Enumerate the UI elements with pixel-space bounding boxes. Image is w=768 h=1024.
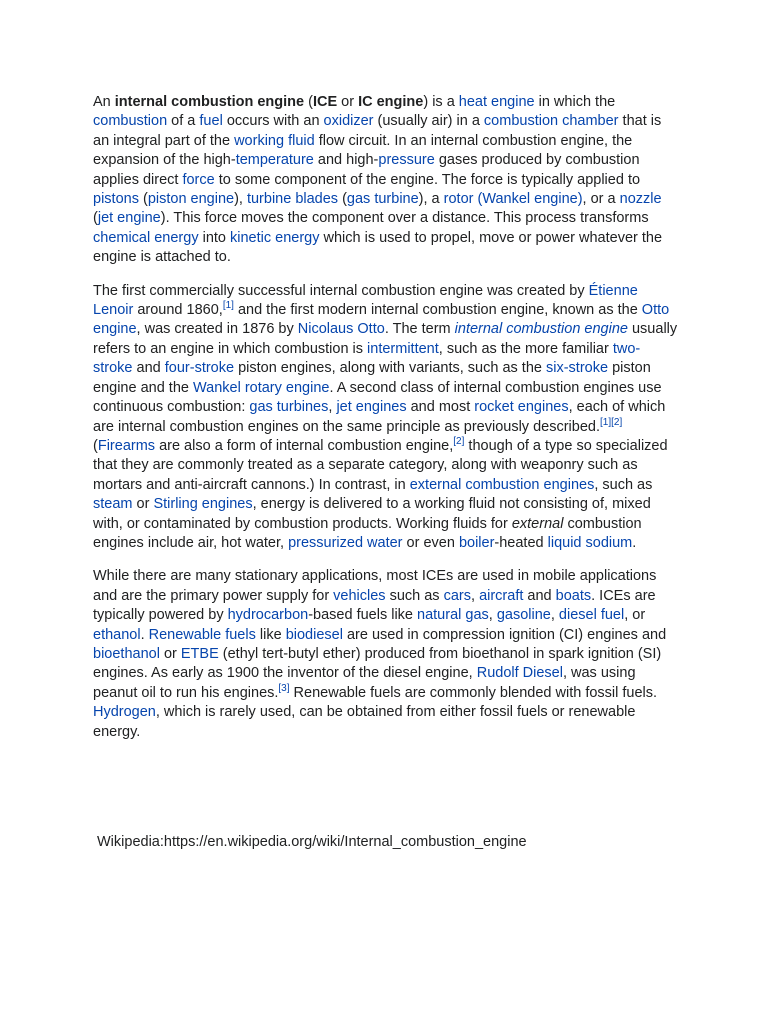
article-link[interactable]: combustion [93, 113, 168, 130]
article-link[interactable]: chemical energy [93, 229, 199, 246]
paragraph-2 [93, 282, 678, 554]
article-link[interactable]: Étienne Lenoir [93, 282, 638, 319]
text-run: , was using peanut oil to run his engines. [93, 665, 636, 701]
text-run: and the first modern internal combustion engine, known as the [233, 302, 642, 319]
text-run: piston engines, along with variants, such as the [234, 360, 546, 377]
article-link[interactable]: four-stroke [164, 360, 235, 377]
text-run: . A second class of internal combustion engines use continuous combustion: [93, 379, 662, 416]
article-link[interactable]: boats [555, 587, 592, 604]
text-run: to some component of the engine. The force is typically applied to [214, 171, 641, 188]
article-link[interactable]: ETBE [180, 645, 219, 662]
text-run: such as [385, 587, 444, 604]
article-link[interactable]: gasoline [496, 607, 551, 624]
text-run: gases produced by combustion applies direct [93, 152, 640, 188]
text-run: ), a [418, 191, 444, 208]
text-run: , or [624, 607, 646, 624]
text-run: ( [93, 437, 98, 454]
article-body [93, 93, 678, 756]
text-run: , or a [582, 191, 620, 208]
text-run: , such as [594, 476, 653, 493]
article-link[interactable]: natural gas [417, 607, 489, 624]
text-run: ( [338, 191, 347, 208]
article-link[interactable]: Hydrogen [93, 704, 156, 721]
article-link[interactable]: steam [93, 496, 133, 513]
citation-link[interactable]: [3] [278, 682, 290, 694]
article-link[interactable]: pressure [378, 152, 435, 169]
text-run: combustion engines include air, hot water, [93, 515, 642, 551]
article-link[interactable]: turbine blades [246, 191, 339, 208]
text-run: An [93, 94, 115, 110]
article-link[interactable]: pistons [93, 191, 139, 208]
text-run: -heated [494, 534, 548, 551]
text-run: and most [406, 399, 475, 416]
text-run: ). This force moves the component over a distance. This process transforms [160, 210, 649, 227]
text-run: in which the [534, 94, 616, 110]
text-run: , such as the more familiar [438, 340, 613, 357]
text-run: occurs with an [222, 113, 324, 130]
text-run: are used in compression ignition (CI) engines and [342, 626, 667, 643]
text-run: . ICEs are typically powered by [93, 587, 656, 624]
article-link[interactable]: aircraft [479, 587, 524, 604]
text-run: , energy is delivered to a working fluid not consisting of, mixed with, or contaminated by combustion products. Working fluids for [93, 496, 651, 532]
article-link[interactable]: liquid sodium [547, 534, 633, 551]
bold-term: ICE [312, 94, 338, 110]
italic-text: external [511, 515, 564, 532]
article-link[interactable]: jet engines [336, 399, 407, 416]
article-link[interactable]: gas turbines [249, 399, 329, 416]
article-link[interactable]: pressurized water [288, 534, 403, 551]
article-link[interactable]: working fluid [234, 132, 315, 149]
article-link[interactable]: force [182, 171, 215, 188]
text-run: . [140, 626, 149, 643]
text-run: or [159, 645, 181, 662]
article-link[interactable]: bioethanol [93, 645, 160, 662]
text-run: usually refers to an engine in which combustion is [93, 321, 678, 357]
text-run: like [255, 626, 286, 643]
citation-superscript [278, 683, 289, 694]
text-run: , [488, 607, 497, 624]
text-run: . The term [384, 321, 455, 338]
text-run: of a [167, 113, 200, 130]
text-run: and [523, 587, 556, 604]
article-link[interactable]: oxidizer [323, 113, 374, 130]
citation-superscript [453, 436, 464, 447]
text-run: , which is rarely used, can be obtained from either fossil fuels or renewable energy. [93, 704, 636, 740]
text-run: ( [93, 210, 98, 227]
article-link[interactable]: heat engine [458, 94, 535, 110]
article-link[interactable]: Renewable fuels [148, 626, 256, 643]
citation-link[interactable]: [1] [222, 300, 234, 312]
article-link[interactable]: rotor (Wankel engine) [443, 191, 583, 208]
article-link[interactable]: temperature [235, 152, 314, 169]
text-run: that is an integral part of the [93, 113, 662, 149]
text-run: The first commercially successful internal combustion engine was created by [93, 282, 589, 299]
text-run: flow circuit. In an internal combustion engine, the expansion of the high- [93, 132, 633, 169]
citation-superscript [611, 417, 622, 428]
bold-term: IC engine [358, 94, 424, 110]
article-link[interactable]: six-stroke [546, 360, 609, 377]
text-run: which is used to propel, move or power whatever the engine is attached to. [93, 229, 663, 266]
citation-link[interactable]: [1] [599, 416, 612, 428]
paragraph-3 [93, 567, 678, 742]
paragraph-1 [93, 93, 678, 268]
text-run: are also a form of internal combustion engine, [155, 437, 454, 454]
article-link[interactable]: Nicolaus Otto [297, 321, 385, 338]
text-run: though of a type so specialized that they are commonly treated as a separate category, along with weaponry such as mortars and anti-aircraft cannons.) In contrast, in [93, 437, 668, 493]
article-link[interactable]: combustion chamber [483, 113, 619, 130]
article-link[interactable]: piston engine [147, 191, 235, 208]
article-link[interactable]: gas turbine [346, 191, 419, 208]
article-link[interactable]: two-stroke [93, 340, 641, 377]
citation-superscript [223, 300, 234, 311]
article-link[interactable]: nozzle [619, 191, 662, 208]
article-link[interactable]: kinetic energy [230, 229, 320, 246]
article-link[interactable]: diesel fuel [558, 607, 625, 624]
article-link[interactable]: Stirling engines [153, 496, 253, 513]
article-link[interactable]: internal combustion engine [454, 321, 628, 338]
article-link[interactable]: rocket engines [474, 399, 569, 416]
text-run: into [198, 229, 231, 246]
article-link[interactable]: intermittent [367, 340, 439, 357]
article-link[interactable]: vehicles [333, 587, 386, 604]
text-run: Renewable fuels are commonly blended with fossil fuels. [289, 684, 658, 701]
article-link[interactable]: Wankel rotary engine [192, 379, 330, 396]
text-run: ( [138, 191, 148, 208]
text-run: around 1860, [133, 302, 223, 319]
text-run: , [550, 607, 559, 624]
text-run: or [132, 496, 154, 513]
text-run: or even [402, 534, 459, 551]
text-run: piston engine and the [93, 360, 651, 396]
bold-term: internal combustion engine [114, 94, 305, 110]
text-run: (ethyl tert-butyl ether) produced from bioethanol in spark ignition (SI) engines. As early as 1900 the inventor of the diesel engine, [93, 645, 662, 682]
text-run: and [132, 360, 165, 377]
article-link[interactable]: fuel [199, 113, 223, 130]
text-run: ), [234, 191, 247, 208]
text-run: . [632, 534, 637, 551]
citation-link[interactable]: [2] [453, 436, 465, 448]
article-link[interactable]: ethanol [93, 626, 141, 643]
article-link[interactable]: Otto engine [93, 302, 670, 338]
text-run: , [471, 587, 480, 604]
citation-link[interactable]: [2] [611, 416, 623, 428]
text-run: , [328, 399, 337, 416]
text-run: ( [304, 94, 313, 110]
text-run: While there are many stationary applications, most ICEs are used in mobile applications and are the primary power supply for [93, 568, 657, 604]
article-link[interactable]: external combustion engines [409, 476, 595, 493]
text-run: and high- [313, 152, 379, 169]
text-run: (usually air) in a [373, 113, 484, 130]
article-link[interactable]: jet engine [97, 210, 161, 227]
text-run: ) is a [423, 94, 459, 110]
article-link[interactable]: cars [443, 587, 471, 604]
article-link[interactable]: Rudolf Diesel [476, 665, 563, 682]
text-run: , each of which are internal combustion engines on the same principle as previously described. [93, 399, 666, 435]
source-citation: Wikipedia:https://en.wikipedia.org/wiki/Internal_combustion_engine [97, 834, 527, 850]
article-link[interactable]: biodiesel [285, 626, 343, 643]
article-link[interactable]: boiler [458, 534, 495, 551]
text-run: , was created in 1876 by [136, 321, 298, 338]
text-run: -based fuels like [308, 607, 418, 624]
citation-superscript [600, 417, 611, 428]
article-link[interactable]: hydrocarbon [227, 607, 309, 624]
article-link[interactable]: Firearms [97, 437, 156, 454]
text-run: or [337, 94, 359, 110]
